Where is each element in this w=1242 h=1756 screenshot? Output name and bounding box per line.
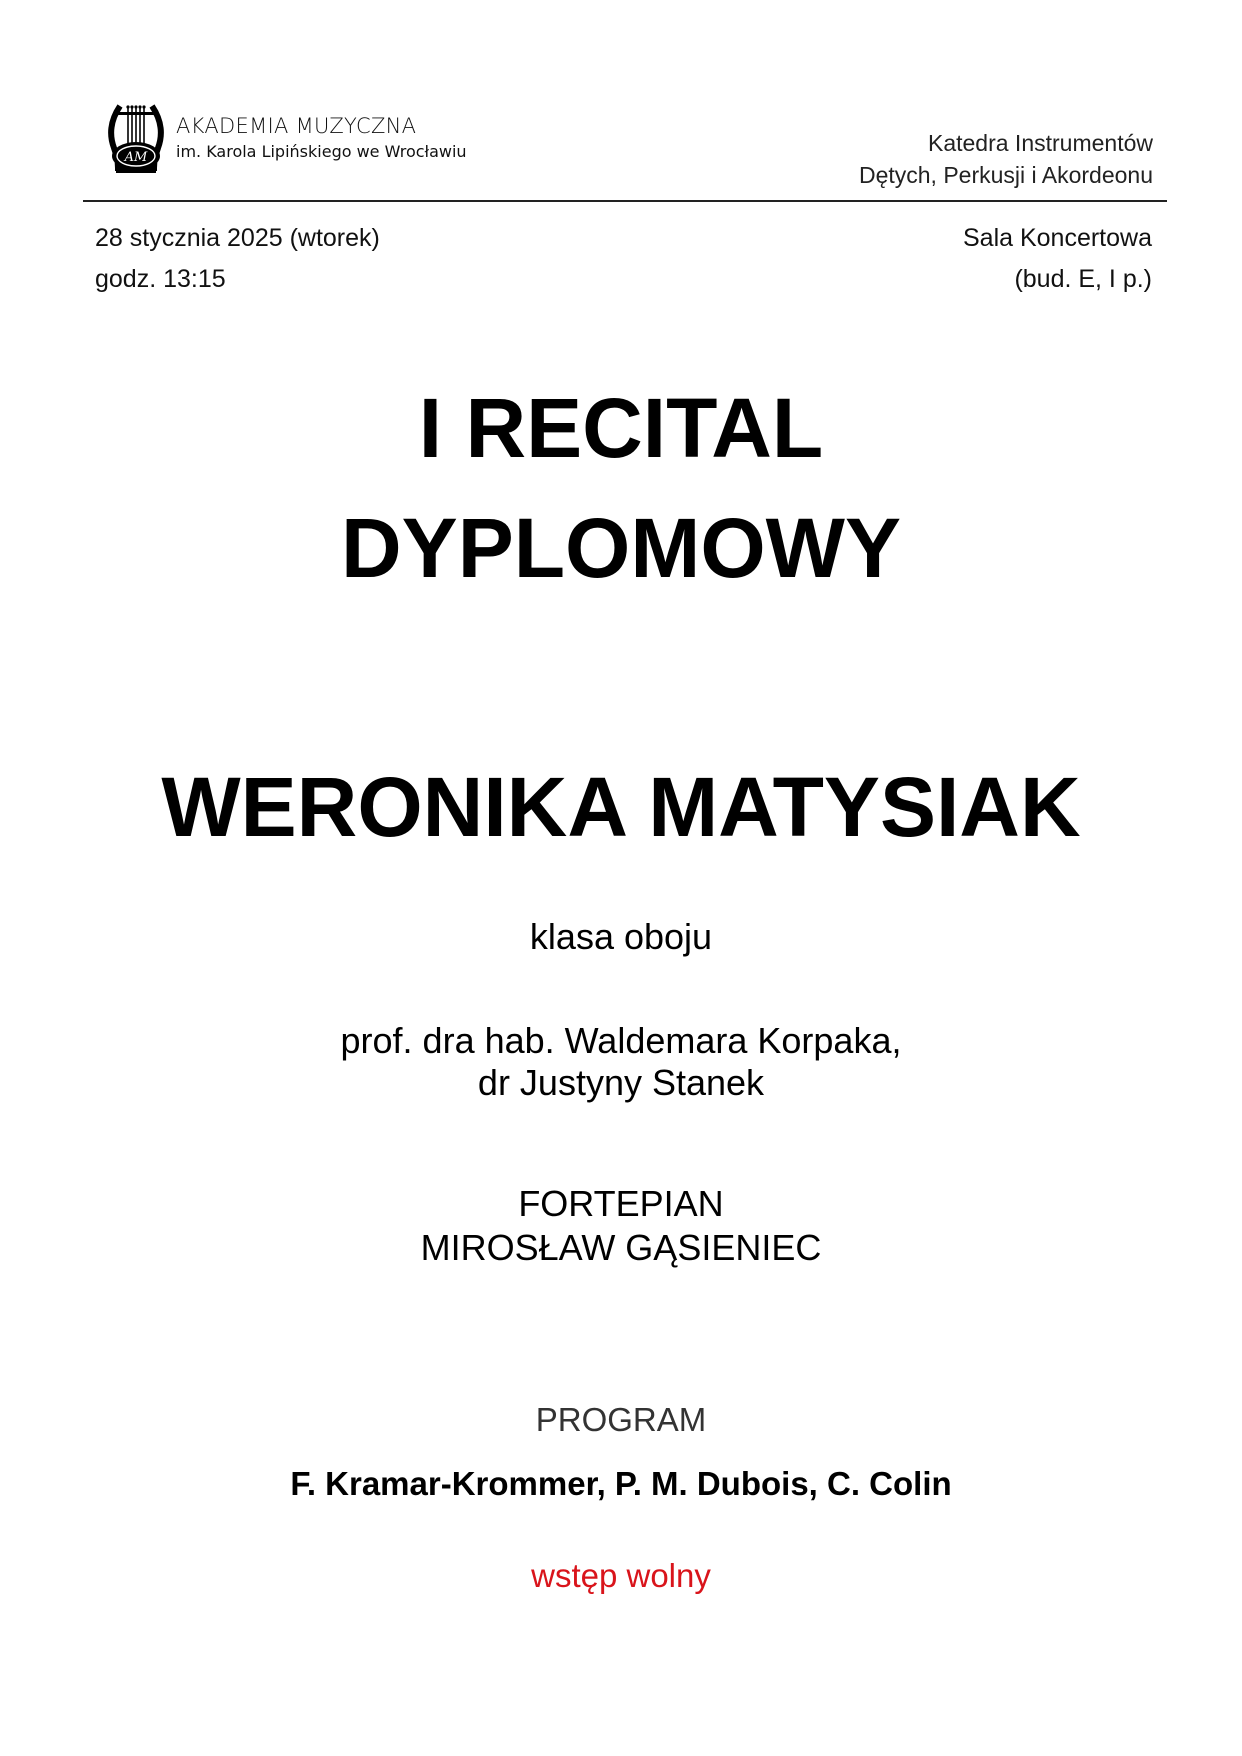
teacher-line2: dr Justyny Stanek bbox=[477, 1062, 765, 1103]
title-line1: I RECITAL bbox=[418, 381, 824, 475]
program-heading: PROGRAM bbox=[535, 1401, 707, 1438]
recital-title bbox=[0, 368, 1242, 608]
event-time: godz. 13:15 bbox=[95, 265, 226, 293]
event-datetime bbox=[95, 218, 380, 300]
lyre-logo-icon bbox=[106, 98, 166, 176]
accompanist-name: MIROSŁAW GĄSIENIEC bbox=[420, 1227, 822, 1268]
accompanist bbox=[0, 1182, 1242, 1270]
accompanist-instrument: FORTEPIAN bbox=[518, 1183, 724, 1224]
program-composers: F. Kramar-Krommer, P. M. Dubois, C. Colin bbox=[290, 1465, 952, 1502]
department bbox=[859, 127, 1153, 191]
svg-text:AM: AM bbox=[124, 150, 148, 165]
performer-name: WERONIKA MATYSIAK bbox=[161, 760, 1081, 854]
event-venue bbox=[963, 218, 1152, 300]
teachers bbox=[0, 1020, 1242, 1104]
instrument-class: klasa oboju bbox=[529, 916, 713, 957]
institution-subtitle: im. Karola Lipińskiego we Wrocławiu bbox=[176, 142, 467, 161]
event-date: 28 stycznia 2025 (wtorek) bbox=[95, 224, 380, 252]
department-line1: Katedra Instrumentów bbox=[927, 130, 1153, 156]
department-line2: Dętych, Perkusji i Akordeonu bbox=[858, 162, 1153, 188]
venue-line1: Sala Koncertowa bbox=[962, 224, 1152, 252]
institution-name: AKADEMIA MUZYCZNA bbox=[176, 114, 417, 138]
admission-note: wstęp wolny bbox=[531, 1557, 711, 1594]
teacher-line1: prof. dra hab. Waldemara Korpaka, bbox=[340, 1020, 902, 1061]
venue-line2: (bud. E, I p.) bbox=[1014, 265, 1152, 293]
header-divider bbox=[83, 200, 1167, 202]
title-line2: DYPLOMOWY bbox=[341, 501, 901, 595]
